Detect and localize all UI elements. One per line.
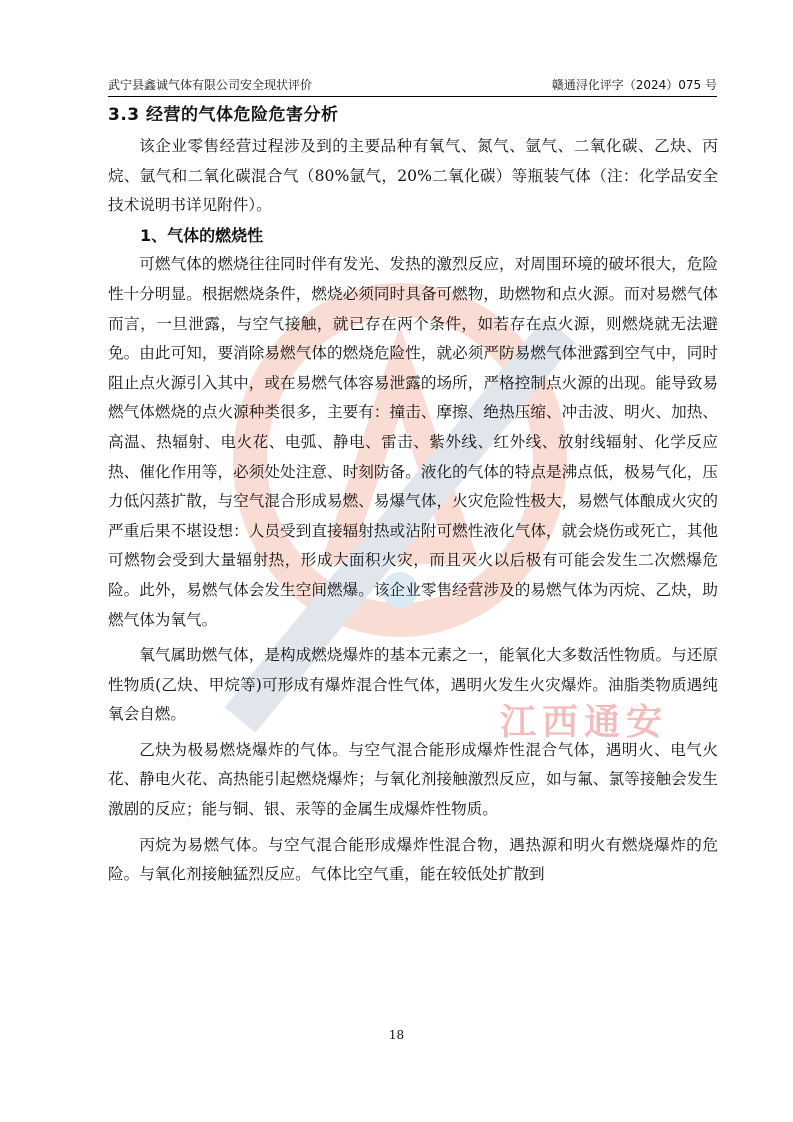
page-number: 18: [388, 1028, 405, 1042]
header-report-number: 赣通浔化评字（2024）075 号: [551, 78, 717, 92]
propane-paragraph: 丙烷为易燃气体。与空气混合能形成爆炸性混合物，遇热源和明火有燃烧爆炸的危险。与氧化剂接触猛烈反应。气体比空气重，能在较低处扩散到: [108, 835, 718, 884]
section-title: 3.3 经营的气体危险危害分析: [108, 105, 339, 125]
intro-paragraph: 该企业零售经营过程涉及到的主要品种有氧气、氮气、氩气、二氧化碳、乙炔、丙烷、氩气和二氧化碳混合气（80%氩气，20%二氧化碳）等瓶装气体（注：化学品安全技术说明书详见附件）。: [108, 137, 718, 215]
page-header: [108, 76, 717, 97]
main-content: [108, 104, 718, 890]
oxygen-paragraph: 氧气属助燃气体，是构成燃烧爆炸的基本元素之一，能氧化大多数活性物质。与还原性物质(乙炔、甲烷等)可形成有爆炸混合性气体，遇明火发生火灾爆炸。油脂类物质遇纯氧会自燃。: [108, 646, 718, 724]
acetylene-paragraph: 乙炔为极易燃烧爆炸的气体。与空气混合能形成爆炸性混合气体，遇明火、电气火花、静电火花、高热能引起燃烧爆炸；与氧化剂接触激烈反应，如与氟、氯等接触会发生激剧的反应；能与铜、银、汞等的金属生成爆炸性物质。: [108, 740, 718, 819]
subsection-title: 1、气体的燃烧性: [140, 225, 264, 245]
watermark-text: 江西通安: [500, 702, 669, 743]
combustion-paragraph: 可燃气体的燃烧往往同时伴有发光、发热的激烈反应，对周围环境的破坏很大，危险性十分明显。根据燃烧条件，燃烧必须同时具备可燃物，助燃物和点火源。而对易燃气体而言，一旦泄露，与空气接触，就已存在两个条件，如若存在点火源，则燃烧就无法避免。由此可知，要消除易燃气体的燃烧危险性，就必须严防易燃气体泄露到空气中，同时阻止点火源引入其中，或在易燃气体容易泄露的场所，严格控制点火源的出现。能导致易燃气体燃烧的点火源种类很多，主要有：撞击、摩擦、绝热压缩、冲击波、明火、加热、高温、热辐射、电火花、电弧、静电、雷击、紫外线、红外线、放射线辐射、化学反应热、催化作用等，必须处处注意、时刻防备。液化的气体的特点是沸点低，极易气化，压力低闪蒸扩散，与空气混合形成易燃、易爆气体，火灾危险性极大，易燃气体酿成火灾的严重后果不堪设想：人员受到直接辐射热或沾附可燃性液化气体，就会烧伤或死亡，其他可燃物会受到大量辐射热，形成大面积火灾，而且灭火以后极有可能会发生二次燃爆危险。此外，易燃气体会发生空间燃爆。该企业零售经营涉及的易燃气体为丙烷、乙炔，助燃气体为氧气。: [108, 255, 718, 629]
header-company: 武宁县鑫诚气体有限公司安全现状评价: [108, 78, 313, 92]
